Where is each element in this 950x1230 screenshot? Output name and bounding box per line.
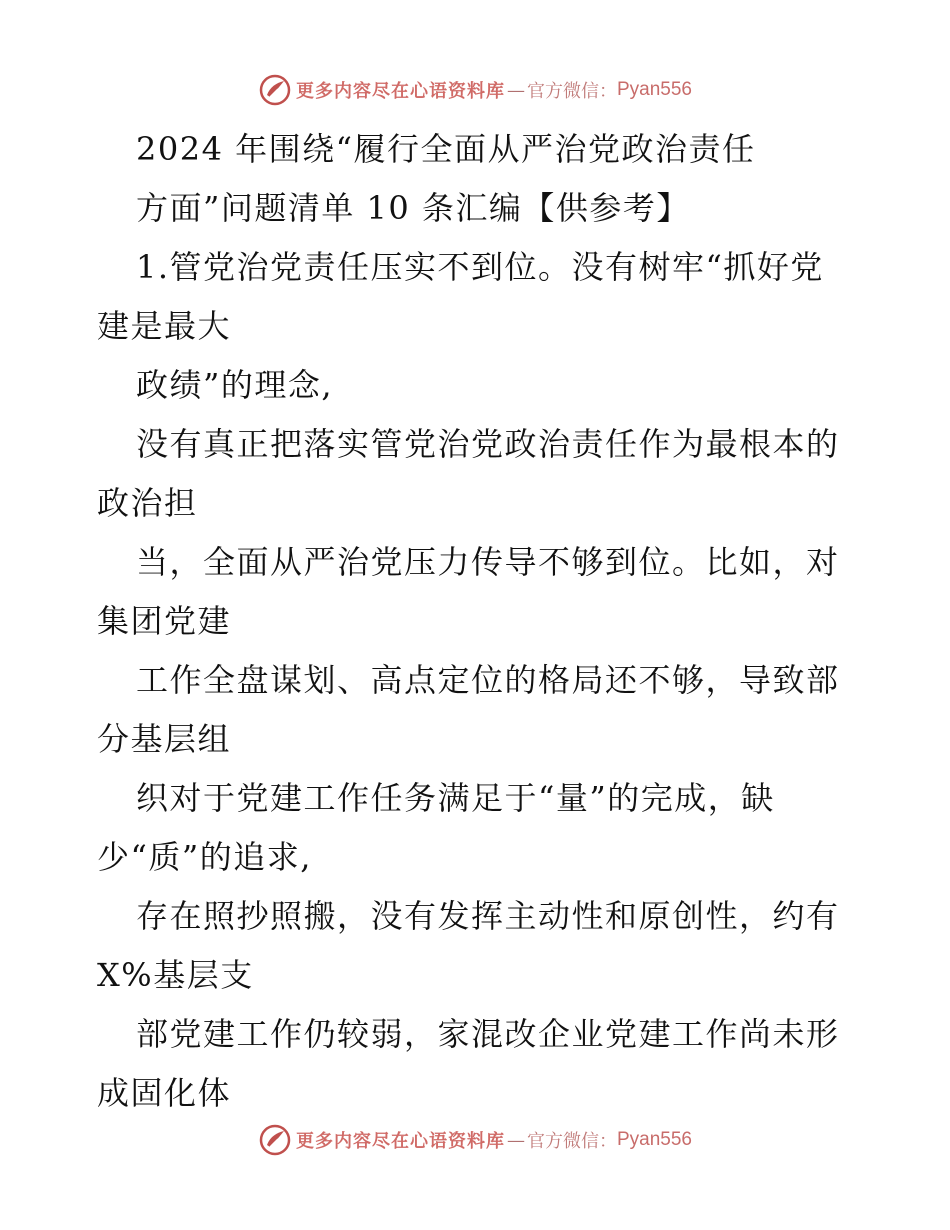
paragraph-line: 政治担 bbox=[97, 484, 198, 522]
banner-dash: — bbox=[506, 1129, 525, 1151]
paragraph-line: 当，全面从严治党压力传导不够到位。比如，对 bbox=[136, 543, 840, 581]
header-watermark-banner bbox=[0, 70, 950, 110]
paragraph-line: 工作全盘谋划、高点定位的格局还不够，导致部 bbox=[136, 661, 840, 699]
paragraph-line: 部党建工作仍较弱，家混改企业党建工作尚未形 bbox=[136, 1015, 840, 1053]
footer-watermark-banner bbox=[0, 1120, 950, 1160]
document-title-line-1: 2024 年围绕“履行全面从严治党政治责任 bbox=[136, 130, 756, 168]
banner-wechat-id: Pyan556 bbox=[616, 79, 692, 100]
document-body bbox=[97, 120, 867, 1123]
document-title-line-2: 方面”问题清单 10 条汇编【供参考】 bbox=[136, 189, 690, 227]
paragraph-line: 集团党建 bbox=[97, 602, 232, 640]
logo-icon bbox=[258, 73, 292, 107]
paragraph-line: 政绩”的理念, bbox=[136, 366, 334, 404]
banner-wechat-label: 官方微信： bbox=[526, 81, 617, 102]
paragraph-line: 分基层组 bbox=[97, 720, 232, 758]
banner-wechat-label: 官方微信： bbox=[526, 1131, 617, 1152]
paragraph-line: X%基层支 bbox=[97, 956, 254, 994]
banner-main-text: 更多内容尽在心语资料库 bbox=[295, 81, 505, 102]
banner-main-text: 更多内容尽在心语资料库 bbox=[295, 1131, 505, 1152]
paragraph-line: 建是最大 bbox=[97, 307, 232, 345]
banner-wechat-id: Pyan556 bbox=[616, 1129, 692, 1150]
logo-icon bbox=[258, 1123, 292, 1157]
paragraph-line: 织对于党建工作任务满足于“量”的完成，缺 bbox=[136, 779, 775, 817]
paragraph-line: 成固化体 bbox=[97, 1074, 232, 1112]
paragraph-line: 没有真正把落实管党治党政治责任作为最根本的 bbox=[136, 425, 840, 463]
paragraph-line: 1.管党治党责任压实不到位。没有树牢“抓好党 bbox=[136, 248, 824, 286]
banner-dash: — bbox=[506, 79, 525, 101]
paragraph-line: 少“质”的追求, bbox=[97, 838, 312, 876]
paragraph-line: 存在照抄照搬，没有发挥主动性和原创性，约有 bbox=[136, 897, 840, 935]
